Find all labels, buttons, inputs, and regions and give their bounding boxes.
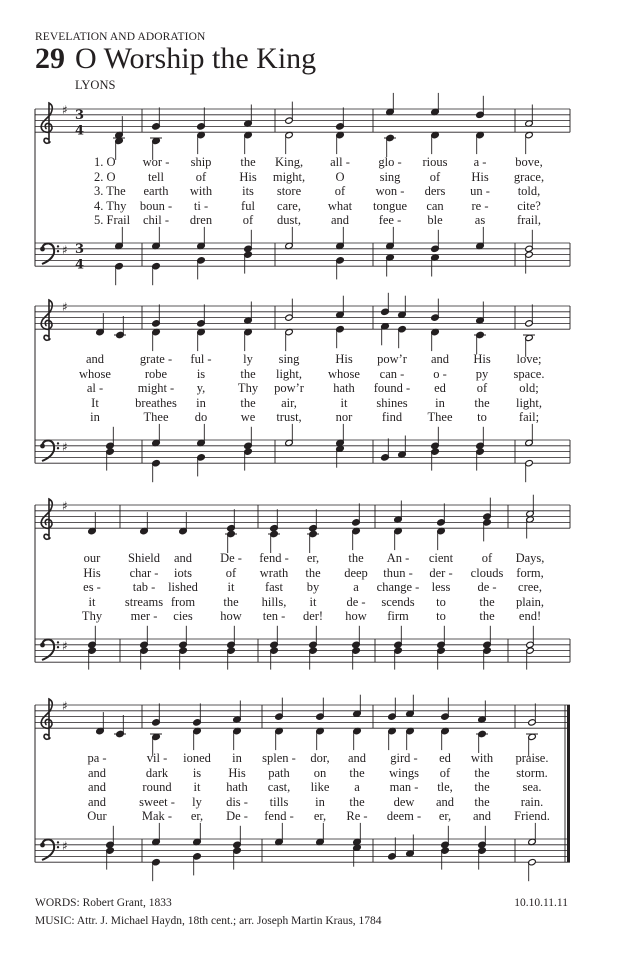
lyric-syllable: mer - bbox=[130, 609, 158, 623]
lyric-syllable: and bbox=[173, 551, 193, 565]
lyric-syllable: ly bbox=[192, 794, 202, 809]
lyric-syllable: it bbox=[193, 780, 201, 794]
lyric-syllable: Thy bbox=[237, 381, 259, 395]
lyric-syllable: in bbox=[232, 751, 242, 765]
lyric-syllable: how bbox=[220, 609, 242, 623]
bass-clef-icon bbox=[40, 243, 59, 264]
lyric-syllable: hath bbox=[226, 780, 248, 794]
lyric-syllable: wrath bbox=[259, 565, 289, 580]
lyric-syllable: the bbox=[240, 155, 256, 169]
lyric-syllable: dew bbox=[393, 794, 415, 809]
lyric-syllable: gird - bbox=[390, 751, 418, 765]
lyric-syllable: cies bbox=[173, 609, 193, 623]
lyric-syllable: de - bbox=[346, 594, 366, 609]
lyric-syllable: how bbox=[345, 609, 367, 623]
lyric-syllable: path bbox=[268, 765, 290, 780]
lyric-syllable: the bbox=[479, 609, 495, 623]
lyric-syllable: the bbox=[474, 794, 490, 809]
key-signature-sharp-icon: ♯ bbox=[62, 639, 68, 653]
lyric-syllable: praise. bbox=[515, 751, 549, 765]
lyric-syllable: whose bbox=[328, 366, 360, 381]
lyric-syllable: as bbox=[474, 213, 486, 227]
lyric-syllable: cree, bbox=[518, 580, 542, 594]
lyric-syllable: cient bbox=[428, 551, 454, 565]
lyric-syllable: fast bbox=[264, 580, 284, 594]
lyric-syllable: De - bbox=[220, 551, 242, 565]
lyric-syllable: the bbox=[240, 366, 256, 381]
lyric-syllable: the bbox=[474, 780, 490, 794]
lyric-syllable: iots bbox=[173, 565, 193, 580]
lyric-syllable: scends bbox=[381, 594, 415, 609]
lyric-syllable: of bbox=[242, 213, 254, 227]
lyric-syllable: sing bbox=[278, 352, 300, 366]
lyric-syllable: wings bbox=[389, 765, 419, 780]
lyric-syllable: re - bbox=[471, 198, 489, 213]
lyric-syllable: Our bbox=[87, 809, 107, 823]
lyric-syllable: er, bbox=[313, 809, 327, 823]
lyric-syllable: vil - bbox=[146, 751, 168, 765]
lyric-syllable: dren bbox=[189, 213, 213, 227]
lyric-syllable: streams bbox=[124, 594, 164, 609]
lyric-syllable: clouds bbox=[470, 565, 504, 580]
lyric-syllable: is bbox=[196, 366, 206, 381]
lyric-syllable: storm. bbox=[516, 765, 548, 780]
lyric-syllable: ful - bbox=[190, 352, 212, 366]
lyric-syllable: thun - bbox=[383, 565, 413, 580]
lyric-syllable: and bbox=[472, 809, 492, 823]
hymn-title: O Worship the King bbox=[75, 42, 317, 75]
lyric-syllable: His bbox=[228, 765, 246, 780]
key-signature-sharp-icon: ♯ bbox=[62, 103, 68, 117]
lyric-syllable: O bbox=[335, 169, 345, 184]
lyric-syllable: ed bbox=[434, 381, 446, 395]
lyric-syllable: ed bbox=[439, 751, 451, 765]
lyric-syllable: with bbox=[470, 751, 494, 765]
lyric-syllable: wor - bbox=[142, 155, 170, 169]
lyric-syllable: sweet - bbox=[139, 794, 175, 809]
lyric-syllable: of bbox=[439, 765, 451, 780]
lyric-syllable: won - bbox=[375, 184, 405, 198]
key-signature-sharp-icon: ♯ bbox=[62, 300, 68, 314]
lyric-syllable: round bbox=[142, 780, 172, 794]
lyric-syllable: and bbox=[347, 751, 367, 765]
lyric-syllable: less bbox=[431, 580, 451, 594]
lyric-syllable: what bbox=[327, 198, 353, 213]
lyric-syllable: hills, bbox=[261, 594, 287, 609]
lyric-syllable: firm bbox=[387, 609, 409, 623]
lyric-syllable: Thy bbox=[81, 609, 103, 623]
lyric-syllable: ders bbox=[424, 184, 446, 198]
words-credit: WORDS: Robert Grant, 1833 bbox=[35, 897, 172, 909]
lyric-syllable: plain, bbox=[515, 594, 545, 609]
lyric-syllable: 5. Frail bbox=[94, 213, 131, 227]
key-signature-sharp-icon: ♯ bbox=[62, 499, 68, 513]
lyric-syllable: dark bbox=[145, 765, 169, 780]
lyric-syllable: and bbox=[85, 352, 105, 366]
lyric-syllable: rain. bbox=[520, 794, 544, 809]
lyric-syllable: its bbox=[242, 184, 254, 198]
lyric-syllable: ioned bbox=[183, 751, 211, 765]
lyric-syllable: de - bbox=[477, 580, 497, 594]
meter: 10.10.11.11 bbox=[514, 897, 568, 909]
lyric-syllable: un - bbox=[470, 184, 490, 198]
lyric-syllable: might, bbox=[272, 169, 306, 184]
lyric-syllable: 3. The bbox=[94, 184, 126, 198]
lyric-syllable: in bbox=[196, 395, 206, 410]
lyric-syllable: care, bbox=[277, 198, 301, 213]
lyric-syllable: bove, bbox=[515, 155, 543, 169]
lyric-syllable: King, bbox=[274, 155, 304, 169]
lyric-syllable: sing bbox=[379, 169, 401, 184]
lyric-syllable: robe bbox=[144, 366, 168, 381]
lyric-syllable: it bbox=[88, 594, 96, 609]
lyric-syllable: ly bbox=[243, 352, 253, 366]
lyric-syllable: An - bbox=[386, 551, 410, 565]
lyric-syllable: 4. Thy bbox=[94, 198, 127, 213]
time-signature-bottom: 4 bbox=[75, 257, 85, 273]
lyric-syllable: of bbox=[481, 551, 493, 565]
lyric-syllable: and bbox=[435, 794, 455, 809]
lyric-syllable: dor, bbox=[310, 751, 330, 765]
bass-clef-icon bbox=[40, 839, 59, 860]
lyric-syllable: Thee bbox=[427, 410, 453, 424]
lyric-syllable: in bbox=[90, 410, 100, 424]
lyric-syllable: man - bbox=[389, 780, 419, 794]
lyric-syllable: ship bbox=[190, 155, 212, 169]
lyric-syllable: earth bbox=[143, 184, 169, 198]
lyric-syllable: the bbox=[223, 594, 239, 609]
lyric-syllable: of bbox=[195, 169, 207, 184]
hymn-number: 29 bbox=[35, 42, 65, 75]
lyric-syllable: er, bbox=[190, 809, 204, 823]
lyric-syllable: the bbox=[348, 551, 364, 565]
lyric-syllable: trust, bbox=[276, 410, 302, 424]
lyric-syllable: like bbox=[310, 780, 330, 794]
lyric-syllable: all - bbox=[330, 155, 350, 169]
lyric-syllable: De - bbox=[226, 809, 248, 823]
lyric-syllable: it bbox=[340, 395, 348, 410]
lyric-syllable: splen - bbox=[262, 751, 296, 765]
lyric-syllable: the bbox=[240, 395, 256, 410]
lyric-syllable: der - bbox=[429, 565, 453, 580]
lyric-syllable: deep bbox=[344, 565, 368, 580]
lyric-syllable: grace, bbox=[513, 169, 545, 184]
lyric-syllable: y, bbox=[196, 381, 206, 395]
lyric-syllable: tell bbox=[148, 169, 164, 184]
lyric-syllable: by bbox=[306, 580, 320, 594]
lyric-syllable: the bbox=[305, 565, 321, 580]
lyric-syllable: Mak - bbox=[141, 809, 173, 823]
lyric-syllable: It bbox=[91, 395, 99, 410]
lyric-syllable: the bbox=[349, 794, 365, 809]
lyric-syllable: the bbox=[474, 765, 490, 780]
lyric-syllable: found - bbox=[373, 381, 411, 395]
lyric-syllable: of bbox=[429, 169, 441, 184]
lyric-syllable: a bbox=[354, 780, 360, 794]
lyric-syllable: and bbox=[430, 352, 450, 366]
lyric-syllable: dis - bbox=[226, 794, 248, 809]
lyric-syllable: whose bbox=[79, 366, 111, 381]
lyric-syllable: end! bbox=[518, 609, 542, 623]
lyric-syllable: and bbox=[87, 765, 107, 780]
lyric-syllable: in bbox=[315, 794, 325, 809]
lyric-syllable: told, bbox=[517, 184, 541, 198]
lyric-syllable: light, bbox=[515, 395, 543, 410]
lyric-syllable: store bbox=[276, 184, 302, 198]
key-signature-sharp-icon: ♯ bbox=[62, 440, 68, 454]
lyric-syllable: fend - bbox=[264, 809, 294, 823]
lyric-syllable: deem - bbox=[386, 809, 422, 823]
lyric-syllable: the bbox=[479, 594, 495, 609]
lyric-syllable: and bbox=[330, 213, 350, 227]
lyric-syllable: tab - bbox=[132, 580, 156, 594]
time-signature-bottom: 4 bbox=[75, 123, 85, 139]
lyric-syllable: chil - bbox=[142, 213, 170, 227]
lyric-syllable: glo - bbox=[378, 155, 402, 169]
lyric-syllable: His bbox=[239, 169, 257, 184]
music-credit: MUSIC: Attr. J. Michael Haydn, 18th cent.; arr. Joseph Martin Kraus, 1784 bbox=[35, 915, 382, 927]
bass-clef-icon bbox=[40, 639, 59, 660]
lyric-syllable: frail, bbox=[517, 213, 541, 227]
key-signature-sharp-icon: ♯ bbox=[62, 699, 68, 713]
time-signature-top: 3 bbox=[75, 242, 85, 257]
lyric-syllable: might - bbox=[137, 381, 175, 395]
lyric-syllable: can bbox=[426, 198, 444, 213]
lyric-syllable: His bbox=[335, 352, 353, 366]
lyric-syllable: 2. O bbox=[94, 169, 116, 184]
lyric-syllable: fend - bbox=[259, 551, 289, 565]
lyric-syllable: space. bbox=[513, 366, 545, 381]
lyric-syllable: the bbox=[349, 765, 365, 780]
lyric-syllable: pow’r bbox=[274, 381, 304, 395]
lyric-syllable: tongue bbox=[372, 198, 408, 213]
lyric-syllable: with bbox=[189, 184, 213, 198]
lyric-syllable: love; bbox=[516, 352, 542, 366]
lyric-syllable: pa - bbox=[87, 751, 107, 765]
lyric-syllable: shines bbox=[376, 395, 408, 410]
lyric-syllable: nor bbox=[335, 410, 353, 424]
lyric-syllable: Friend. bbox=[514, 809, 550, 823]
lyric-syllable: al - bbox=[86, 381, 104, 395]
lyric-syllable: we bbox=[240, 410, 256, 424]
lyric-syllable: and bbox=[87, 780, 107, 794]
lyric-syllable: Days, bbox=[515, 551, 545, 565]
lyric-syllable: His bbox=[473, 352, 491, 366]
lyric-syllable: from bbox=[170, 594, 196, 609]
lyric-syllable: light, bbox=[275, 366, 303, 381]
lyric-syllable: grate - bbox=[139, 352, 173, 366]
lyric-syllable: lished bbox=[168, 580, 198, 594]
lyric-syllable: to bbox=[436, 594, 446, 609]
lyric-syllable: er, bbox=[306, 551, 320, 565]
lyric-syllable: to bbox=[436, 609, 446, 623]
lyric-syllable: is bbox=[192, 765, 202, 780]
lyric-syllable: a - bbox=[473, 155, 487, 169]
lyric-syllable: 1. O bbox=[94, 155, 116, 169]
lyric-syllable: find bbox=[381, 410, 403, 424]
lyric-syllable: in bbox=[435, 395, 445, 410]
lyric-syllable: to bbox=[477, 410, 487, 424]
section-heading: REVELATION AND ADORATION bbox=[35, 31, 206, 43]
lyric-syllable: boun - bbox=[139, 198, 173, 213]
lyric-syllable: form, bbox=[516, 565, 544, 580]
lyric-syllable: er, bbox=[438, 809, 452, 823]
lyric-syllable: it bbox=[227, 580, 235, 594]
lyric-syllable: tills bbox=[269, 794, 289, 809]
lyric-syllable: fail; bbox=[518, 410, 540, 424]
lyric-syllable: ful bbox=[241, 198, 255, 213]
lyric-syllable: Re - bbox=[346, 809, 368, 823]
lyric-syllable: of bbox=[334, 184, 346, 198]
lyric-syllable: and bbox=[87, 794, 107, 809]
lyric-syllable: sea. bbox=[522, 780, 542, 794]
lyric-syllable: Thee bbox=[143, 410, 169, 424]
key-signature-sharp-icon: ♯ bbox=[62, 839, 68, 853]
tune-name: LYONS bbox=[75, 78, 116, 92]
lyric-syllable: fee - bbox=[378, 213, 402, 227]
time-signature-top: 3 bbox=[75, 108, 85, 123]
lyric-syllable: ten - bbox=[262, 609, 286, 623]
lyric-syllable: change - bbox=[376, 580, 420, 594]
lyric-syllable: can - bbox=[379, 366, 405, 381]
lyric-syllable: tle, bbox=[437, 780, 453, 794]
lyric-syllable: it bbox=[309, 594, 317, 609]
lyric-syllable: air, bbox=[281, 395, 297, 410]
lyric-syllable: pow’r bbox=[377, 352, 407, 366]
lyric-syllable: His bbox=[83, 565, 101, 580]
bass-clef-icon bbox=[40, 440, 59, 461]
lyric-syllable: old; bbox=[519, 381, 539, 395]
lyric-syllable: the bbox=[474, 395, 490, 410]
lyric-syllable: Shield bbox=[128, 551, 160, 565]
lyric-syllable: rious bbox=[422, 155, 448, 169]
lyric-syllable: breathes bbox=[135, 395, 177, 410]
lyric-syllable: dust, bbox=[277, 213, 301, 227]
lyric-syllable: His bbox=[471, 169, 489, 184]
lyric-syllable: cast, bbox=[267, 780, 291, 794]
lyric-syllable: der! bbox=[302, 609, 324, 623]
lyric-syllable: ble bbox=[427, 213, 443, 227]
lyric-syllable: of bbox=[476, 381, 488, 395]
lyric-syllable: a bbox=[353, 580, 359, 594]
lyric-syllable: on bbox=[313, 765, 327, 780]
lyric-syllable: o - bbox=[433, 366, 447, 381]
lyric-syllable: hath bbox=[333, 381, 355, 395]
lyric-syllable: char - bbox=[129, 565, 159, 580]
lyric-syllable: py bbox=[475, 366, 489, 381]
lyric-syllable: our bbox=[83, 551, 101, 565]
lyric-syllable: ti - bbox=[193, 198, 209, 213]
lyric-syllable: cite? bbox=[517, 198, 541, 213]
key-signature-sharp-icon: ♯ bbox=[62, 243, 68, 257]
lyric-syllable: do bbox=[194, 410, 208, 424]
lyric-syllable: of bbox=[225, 565, 237, 580]
lyric-syllable: es - bbox=[83, 580, 101, 594]
